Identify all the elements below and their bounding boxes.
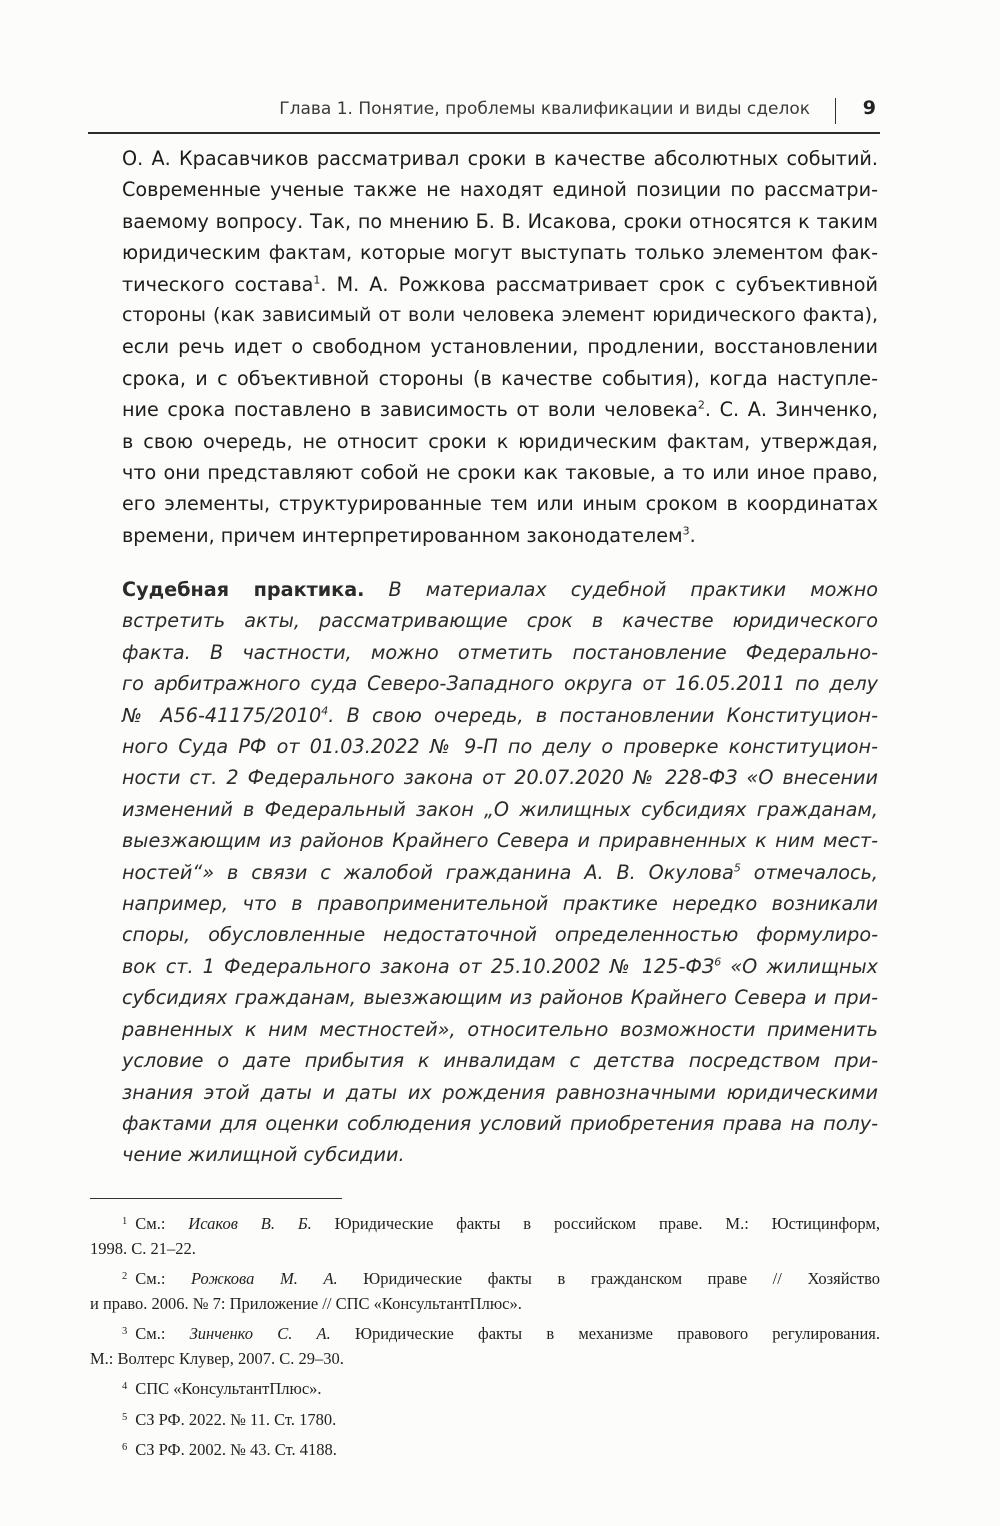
footnote-ref[interactable]: 2 <box>697 398 705 412</box>
text-line <box>122 269 878 300</box>
footnote-ref[interactable]: 6 <box>714 955 722 969</box>
footnote-number: 2 <box>122 1271 128 1282</box>
line-text-rest: . М. А. Рожкова рассматривает срок с субъективной <box>320 272 878 296</box>
line-text: ние срока поставлено в зависимость от воли человека <box>122 398 698 422</box>
line-text: равненных к ним местностей», относительно возможности применить <box>122 1017 878 1041</box>
line-text: субсидиях гражданам, выезжающим из районов Крайнего Севера и при- <box>122 986 878 1010</box>
practice-heading: Судебная практика. <box>122 578 365 601</box>
text-line <box>122 488 878 519</box>
text-line <box>122 700 878 731</box>
footnote-5 <box>90 1406 880 1433</box>
footnote-prefix: См.: <box>135 1269 192 1288</box>
footnote-line <box>90 1210 880 1237</box>
footnote-line <box>90 1406 880 1433</box>
text-line <box>122 1139 878 1170</box>
footnote-divider <box>90 1198 342 1199</box>
text-line <box>122 300 878 331</box>
footnote-ref[interactable]: 5 <box>733 861 741 875</box>
text-line <box>122 520 878 551</box>
footnote-number: 6 <box>122 1442 128 1453</box>
line-text-rest: «О жилищных <box>721 954 878 978</box>
text-line <box>122 363 878 394</box>
line-text: О. А. Красавчиков рассматривал сроки в качестве абсолютных событий. <box>122 147 878 170</box>
line-text: В материалах судебной практики можно <box>364 578 878 601</box>
text-line <box>122 919 878 950</box>
footnote-text: СПС «КонсультантПлюс». <box>135 1379 322 1398</box>
text-line <box>122 825 878 856</box>
text-line <box>122 982 878 1013</box>
footnote-4 <box>90 1375 880 1402</box>
footnote-author: Исаков В. Б. <box>188 1214 312 1233</box>
footnote-ref[interactable]: 3 <box>682 524 690 538</box>
line-text: тического состава <box>122 272 314 296</box>
footnote-number: 4 <box>122 1381 128 1392</box>
text-line <box>122 731 878 762</box>
footnote-author: Рожкова М. А. <box>191 1269 338 1288</box>
text-line <box>122 668 878 699</box>
text-line <box>122 1108 878 1139</box>
line-text: го арбитражного суда Северо-Западного округа от 16.05.2011 по делу <box>122 672 878 696</box>
line-text: встретить акты, рассматривающие срок в качестве юридического <box>122 609 878 633</box>
line-text: например, что в правоприменительной практике нередко возникали <box>122 892 878 916</box>
text-line <box>122 1045 878 1076</box>
line-text: чение жилищной субсидии. <box>122 1143 405 1167</box>
court-practice-paragraph <box>122 574 878 1171</box>
line-text: ности ст. 2 Федерального закона от 20.07.2020 № 228-ФЗ «О внесении <box>122 766 878 790</box>
text-line <box>122 1014 878 1045</box>
footnote-number: 1 <box>122 1216 128 1227</box>
footnote-prefix: См.: <box>135 1214 189 1233</box>
text-line <box>122 394 878 425</box>
line-text: вок ст. 1 Федерального закона от 25.10.2002 № 125-ФЗ <box>122 954 715 978</box>
text-line <box>122 857 878 888</box>
text-line <box>122 331 878 362</box>
footnote-line <box>90 1436 880 1463</box>
text-line <box>122 1077 878 1108</box>
footnote-line: и право. 2006. № 7: Приложение // СПС «КонсультантПлюс». <box>90 1293 522 1313</box>
line-text: в свою очередь, не относит сроки к юридическим фактам, утверждая, <box>122 429 878 453</box>
footnote-prefix: См.: <box>135 1324 190 1343</box>
line-text: выезжающим из районов Крайнего Севера и приравненных к ним мест- <box>122 829 878 853</box>
line-text: что они представляют собой не сроки как таковые, а то или иное право, <box>122 461 878 485</box>
footnote-line: М.: Волтерс Клувер, 2007. С. 29–30. <box>90 1348 344 1368</box>
line-text: если речь идет о свободном установлении, продлении, восстановлении <box>122 335 878 359</box>
line-text: фактами для оценки соблюдения условий приобретения права на полу- <box>122 1111 878 1135</box>
line-text: ваемому вопросу. Так, по мнению Б. В. Исакова, сроки относятся к таким <box>122 209 878 233</box>
line-text: срока, и с объективной стороны (в качестве события), когда наступле- <box>122 366 878 390</box>
footnote-text: Юридические факты в российском праве. М.: Юстицинформ, <box>311 1214 880 1233</box>
line-text: юридическим фактам, которые могут выступать только элементом фак- <box>122 241 878 265</box>
text-line <box>122 143 878 174</box>
footnote-line: 1998. С. 21–22. <box>90 1238 196 1258</box>
line-text: изменений в Федеральный закон „О жилищных субсидиях гражданам, <box>122 797 878 821</box>
footnote-1 <box>90 1210 880 1261</box>
line-text-rest: отмечалось, <box>740 860 878 884</box>
footnote-text: Юридические факты в гражданском праве // Хозяйство <box>337 1269 881 1288</box>
footnote-3 <box>90 1320 880 1371</box>
line-text: стороны (как зависимый от воли человека элемент юридического факта), <box>122 304 878 327</box>
footnotes <box>90 1210 880 1467</box>
text-line <box>122 426 878 457</box>
main-paragraph <box>122 143 878 551</box>
text-line <box>122 794 878 825</box>
footnote-line <box>90 1375 880 1402</box>
line-text: его элементы, структурированные тем или иным сроком в координатах <box>122 492 878 516</box>
line-text-rest: . <box>689 523 696 547</box>
text-line <box>122 605 878 636</box>
footnote-text: СЗ РФ. 2002. № 43. Ст. 4188. <box>135 1440 337 1459</box>
footnote-ref[interactable]: 1 <box>313 273 321 287</box>
text-line <box>122 762 878 793</box>
line-text-rest: . С. А. Зинченко, <box>704 398 878 422</box>
text-line <box>122 457 878 488</box>
text-line <box>122 206 878 237</box>
text-line <box>122 637 878 668</box>
line-text: № А56-41175/2010 <box>122 703 322 727</box>
line-text: времени, причем интерпретированном законодателем <box>122 523 683 547</box>
text-line <box>122 574 878 605</box>
footnote-text: СЗ РФ. 2022. № 11. Ст. 1780. <box>135 1409 337 1429</box>
page-number: 9 <box>862 97 876 119</box>
line-text: ностей“» в связи с жалобой гражданина А. В. Окулова <box>122 860 734 884</box>
line-text: споры, обусловленные недостаточной определенностью формулиро- <box>122 923 878 947</box>
header-separator <box>835 98 836 124</box>
text-line <box>122 888 878 919</box>
footnote-line <box>90 1320 880 1347</box>
line-text-rest: . В свою очередь, в постановлении Конституцион- <box>328 703 878 727</box>
text-line <box>122 237 878 268</box>
line-text: факта. В частности, можно отметить постановление Федерально- <box>122 640 878 664</box>
line-text: условие о дате прибытия к инвалидам с детства посредством при- <box>122 1049 878 1073</box>
text-line <box>122 174 878 205</box>
line-text: Современные ученые также не находят единой позиции по рассматри- <box>122 178 878 202</box>
footnote-text: Юридические факты в механизме правового регулирования. <box>330 1324 881 1343</box>
footnote-author: Зинченко С. А. <box>189 1324 331 1343</box>
line-text: ного Суда РФ от 01.03.2022 № 9-П по делу о проверке конституцион- <box>122 735 878 759</box>
footnote-number: 3 <box>122 1326 128 1337</box>
line-text: знания этой даты и даты их рождения равнозначными юридическими <box>122 1080 878 1104</box>
text-line <box>122 951 878 982</box>
footnote-number: 5 <box>122 1411 128 1423</box>
footnote-6 <box>90 1436 880 1463</box>
chapter-title: Глава 1. Понятие, проблемы квалификации и виды сделок <box>279 99 810 119</box>
footnote-ref[interactable]: 4 <box>321 704 329 718</box>
running-header <box>88 96 880 134</box>
footnote-line <box>90 1265 880 1292</box>
footnote-2 <box>90 1265 880 1316</box>
